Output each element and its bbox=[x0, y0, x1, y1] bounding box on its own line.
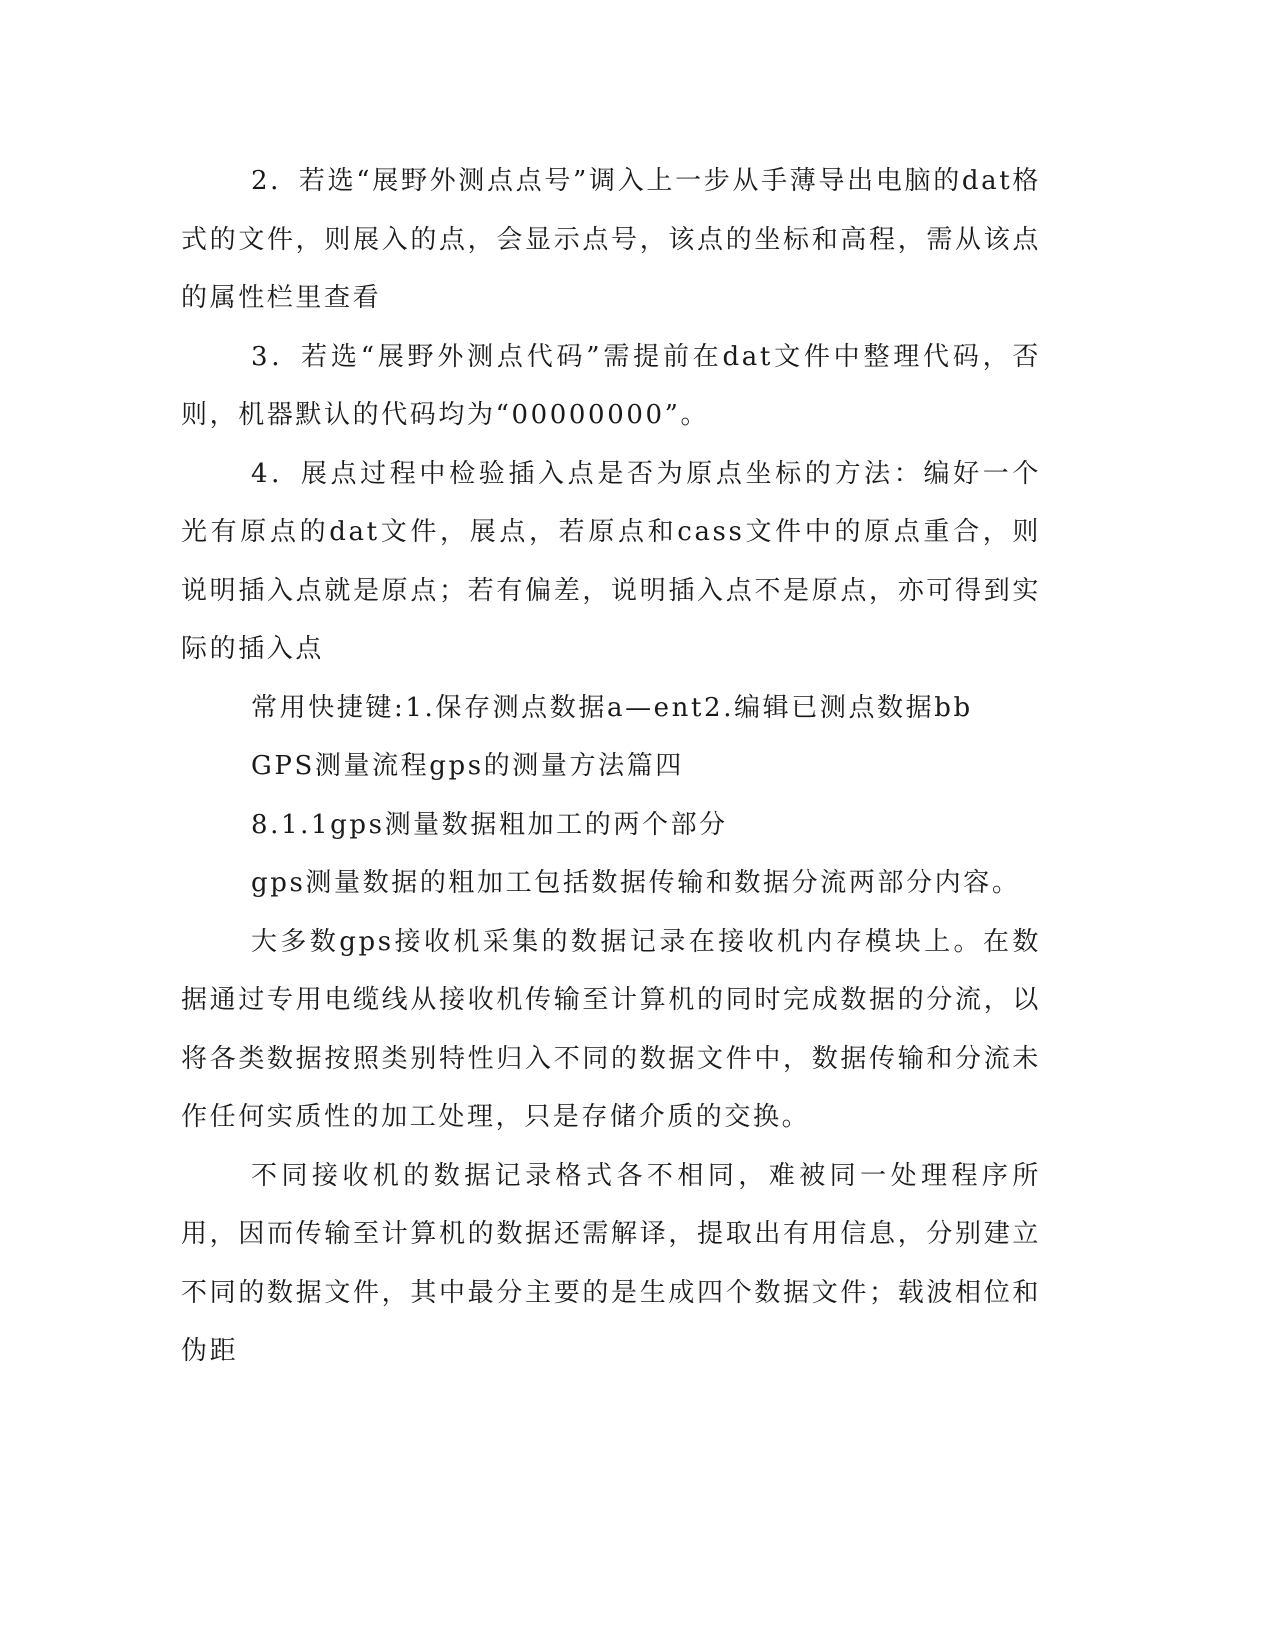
subsection-heading: 8.1.1gps测量数据粗加工的两个部分 bbox=[251, 809, 728, 840]
paragraph-item-3: 3．若选“展野外测点代码”需提前在dat文件中整理代码，否则，机器默认的代码均为“00000000”。 bbox=[181, 341, 1041, 430]
document-body bbox=[181, 152, 1041, 1381]
paragraph-intro: gps测量数据的粗加工包括数据传输和数据分流两部分内容。 bbox=[251, 868, 1021, 898]
shortcut-keys-line: 常用快捷键:1.保存测点数据a—ent2.编辑已测点数据bb bbox=[251, 692, 973, 723]
paragraph-item-4: 4．展点过程中检验插入点是否为原点坐标的方法：编好一个光有原点的dat文件，展点，若原点和cass文件中的原点重合，则说明插入点就是原点；若有偏差，说明插入点不是原点，亦可得到实际的插入点 bbox=[181, 458, 1041, 664]
section-heading: GPS测量流程gps的测量方法篇四 bbox=[251, 751, 684, 781]
paragraph-item-2: 2．若选“展野外测点点号”调入上一步从手薄导出电脑的dat格式的文件，则展入的点，会显示点号，该点的坐标和高程，需从该点的属性栏里查看 bbox=[181, 166, 1041, 313]
paragraph-data-format: 不同接收机的数据记录格式各不相同，难被同一处理程序所用，因而传输至计算机的数据还需解译，提取出有用信息，分别建立不同的数据文件，其中最分主要的是生成四个数据文件；载波相位和伪距 bbox=[181, 1160, 1041, 1366]
paragraph-data-transfer: 大多数gps接收机采集的数据记录在接收机内存模块上。在数据通过专用电缆线从接收机传输至计算机的同时完成数据的分流，以将各类数据按照类别特性归入不同的数据文件中，数据传输和分流未作任何实质性的加工处理，只是存储介质的交换。 bbox=[181, 926, 1041, 1132]
